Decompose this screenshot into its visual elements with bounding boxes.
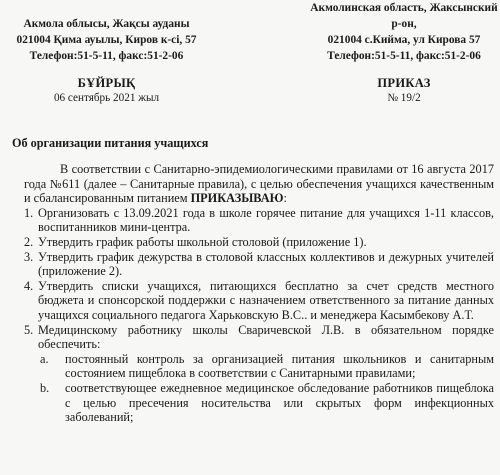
order-block-russian	[310, 76, 498, 105]
header-right-line: Акмолинская область, Жаксынский	[310, 2, 498, 14]
item-text: Организовать с 13.09.2021 года в школе горячее питание для учащихся 1-11 классов, воспитанников мини-центра.	[38, 205, 494, 235]
item-number: 5.	[24, 322, 34, 337]
header-left-line: 021004 Қима ауылы, Киров к-сі, 57	[16, 34, 197, 46]
order-title-kazakh: БҰЙРЫҚ	[77, 76, 136, 90]
item-number: 1.	[24, 205, 34, 220]
sub-item-text: постоянный контроль за организацией питания школьников и санитарным состоянием пищеблока в соответствии с Санитарными правилами;	[65, 351, 494, 381]
intro-emphasis: ПРИКАЗЫВАЮ	[190, 191, 284, 206]
item-number: 3.	[24, 249, 34, 264]
document-body	[24, 162, 494, 425]
list-item	[24, 279, 494, 323]
header-left-line: Акмола облысы, Жақсы ауданы	[23, 18, 190, 30]
header-right-line: 021004 с.Кийма, ул Кирова 57	[327, 34, 481, 46]
intro-text: В соответствии с Санитарно-эпидемиологическими правилами от 16 августа 2017 года №611 (далее – Санитарные правила), с целью обеспечения учащихся качественным и сбалансированным питанием	[24, 162, 494, 206]
intro-paragraph	[24, 162, 494, 206]
intro-tail: :	[283, 191, 287, 206]
order-title-russian: ПРИКАЗ	[377, 76, 431, 90]
item-text: Утвердить график дежурства в столовой классных коллективов и дежурных учителей (приложение 2).	[38, 249, 494, 279]
order-items-list	[24, 206, 494, 425]
header-left-line: Телефон:51-5-11, факс:51-2-06	[29, 50, 184, 62]
item-text: Утвердить график работы школьной столовой (приложение 1).	[38, 234, 367, 249]
item-text: Утвердить списки учащихся, питающихся бесплатно за счет средств местного бюджета и спонсорской поддержки с назначением ответственного за питание данных учащихся социального педагога Харьковскую В.С.. и менеджера Касымбекову А.Т.	[38, 278, 494, 322]
order-number: № 19/2	[387, 92, 421, 104]
list-item	[24, 250, 494, 279]
list-item	[24, 323, 494, 425]
list-item	[24, 235, 494, 250]
order-block-kazakh	[4, 76, 209, 105]
list-item	[24, 206, 494, 235]
sub-item-letter: b.	[40, 380, 50, 395]
order-date: 06 сентябрь 2021 жыл	[53, 92, 160, 104]
document-subject: Об организации питания учащихся	[12, 136, 209, 150]
sub-list-item	[38, 352, 494, 381]
sub-list-item	[38, 381, 494, 425]
sub-item-text: соответствующее ежедневное медицинское обследование работников пищеблока с целью пресечения носительства или скрытых форм инфекционных заболеваний;	[65, 380, 494, 425]
sub-item-letter: a.	[40, 351, 49, 366]
header-right-line: Телефон:51-5-11, факс:51-2-06	[327, 50, 481, 62]
item-number: 2.	[24, 234, 34, 249]
sub-items-list	[38, 352, 494, 425]
header-right-line: р-он,	[391, 18, 417, 30]
item-number: 4.	[24, 278, 34, 293]
header-russian-address	[310, 0, 498, 64]
header-kazakh-address	[4, 16, 209, 64]
item-text: Медицинскому работнику школы Сваричевской Л.В. в обязательном порядке обеспечить:	[38, 322, 494, 352]
